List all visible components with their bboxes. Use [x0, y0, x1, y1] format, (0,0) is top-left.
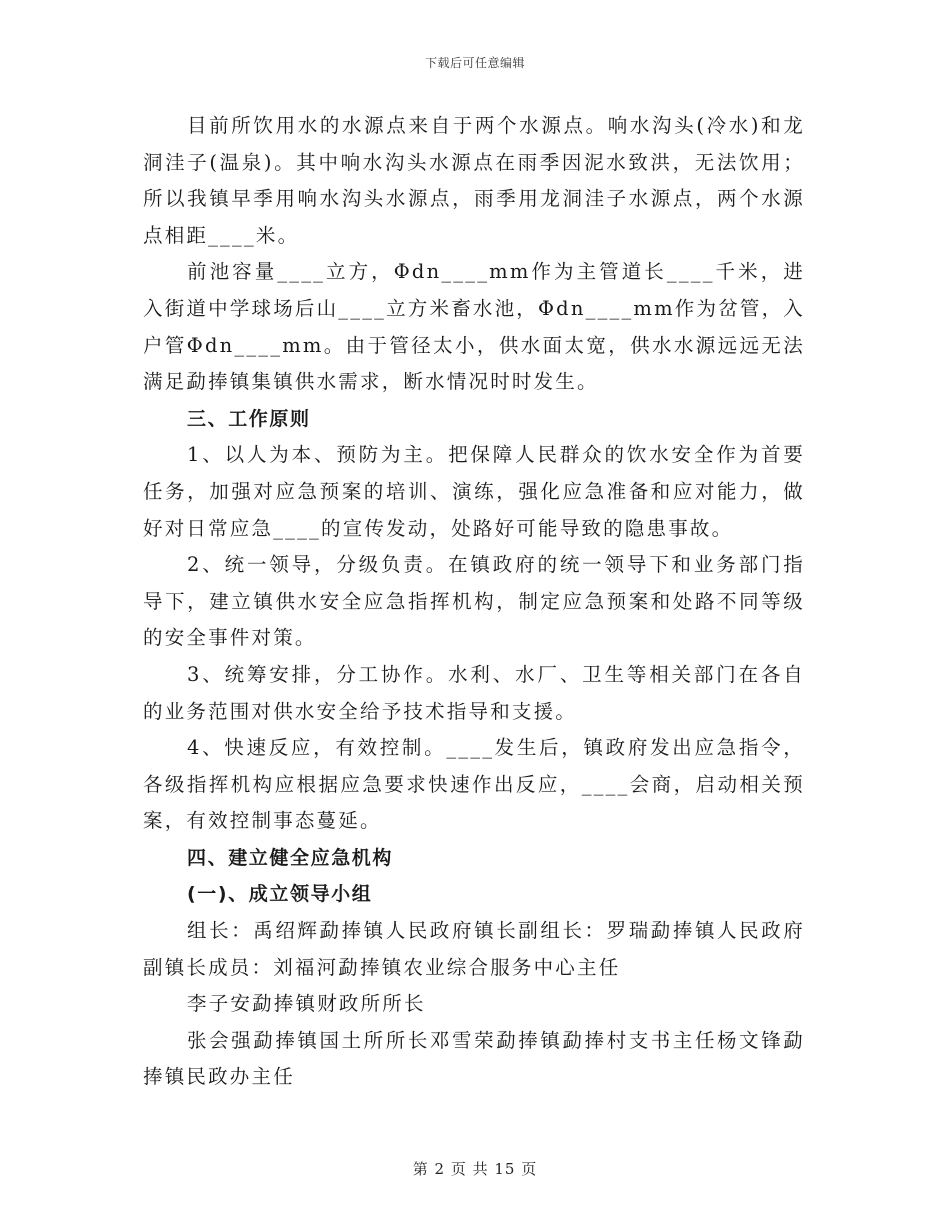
document-body — [143, 108, 805, 1096]
principle-item-4: 4、快速反应，有效控制。____发生后，镇政府发出应急指令，各级指挥机构应根据应急要求快速作出反应，____会商，启动相关预案，有效控制事态蔓延。 — [143, 736, 805, 833]
paragraph-pool-capacity: 前池容量____立方，Φdn____mm作为主管道长____千米，进入街道中学球场后山____立方米畜水池，Φdn____mm作为岔管，入户管Φdn____mm。由于管径太小，供水面太宽，供水水源远远无法满足勐捧镇集镇供水需求，断水情况时时发生。 — [143, 260, 806, 394]
principle-item-3: 3、统筹安排，分工协作。水利、水厂、卫生等相关部门在各自的业务范围对供水安全给予技术指导和支援。 — [143, 662, 805, 723]
subsection-heading-leadership-group: (一)、成立领导小组 — [187, 883, 373, 906]
principle-item-1: 1、以人为本、预防为主。把保障人民群众的饮水安全作为首要任务，加强对应急预案的培训、演练，强化应急准备和应对能力，做好对日常应急____的宣传发动，处路好可能导致的隐患事故。 — [143, 443, 805, 540]
page-header: 下载后可任意编辑 — [424, 56, 525, 70]
section-heading-work-principles: 三、工作原则 — [187, 407, 311, 430]
principle-item-2: 2、统一领导，分级负责。在镇政府的统一领导下和业务部门指导下，建立镇供水安全应急指挥机构，制定应急预案和处路不同等级的安全事件对策。 — [143, 553, 805, 650]
member-line-finance: 李子安勐捧镇财政所所长 — [187, 992, 426, 1016]
leadership-members-paragraph: 组长：禹绍辉勐捧镇人民政府镇长副组长：罗瑞勐捧镇人民政府副镇长成员：刘福河勐捧镇农业综合服务中心主任 — [143, 919, 805, 979]
section-heading-emergency-agency: 四、建立健全应急机构 — [187, 846, 394, 869]
paragraph-water-source: 目前所饮用水的水源点来自于两个水源点。响水沟头(冷水)和龙洞洼子(温泉)。其中响水沟头水源点在雨季因泥水致洪，无法饮用；所以我镇早季用响水沟头水源点，雨季用龙洞洼子水源点，两个水源点相距____米。 — [143, 114, 805, 247]
member-line-others: 张会强勐捧镇国土所所长邓雪荣勐捧镇勐捧村支书主任杨文锋勐捧镇民政办主任 — [143, 1028, 805, 1089]
page-number-footer: 第 2 页 共 15 页 — [412, 1160, 538, 1178]
